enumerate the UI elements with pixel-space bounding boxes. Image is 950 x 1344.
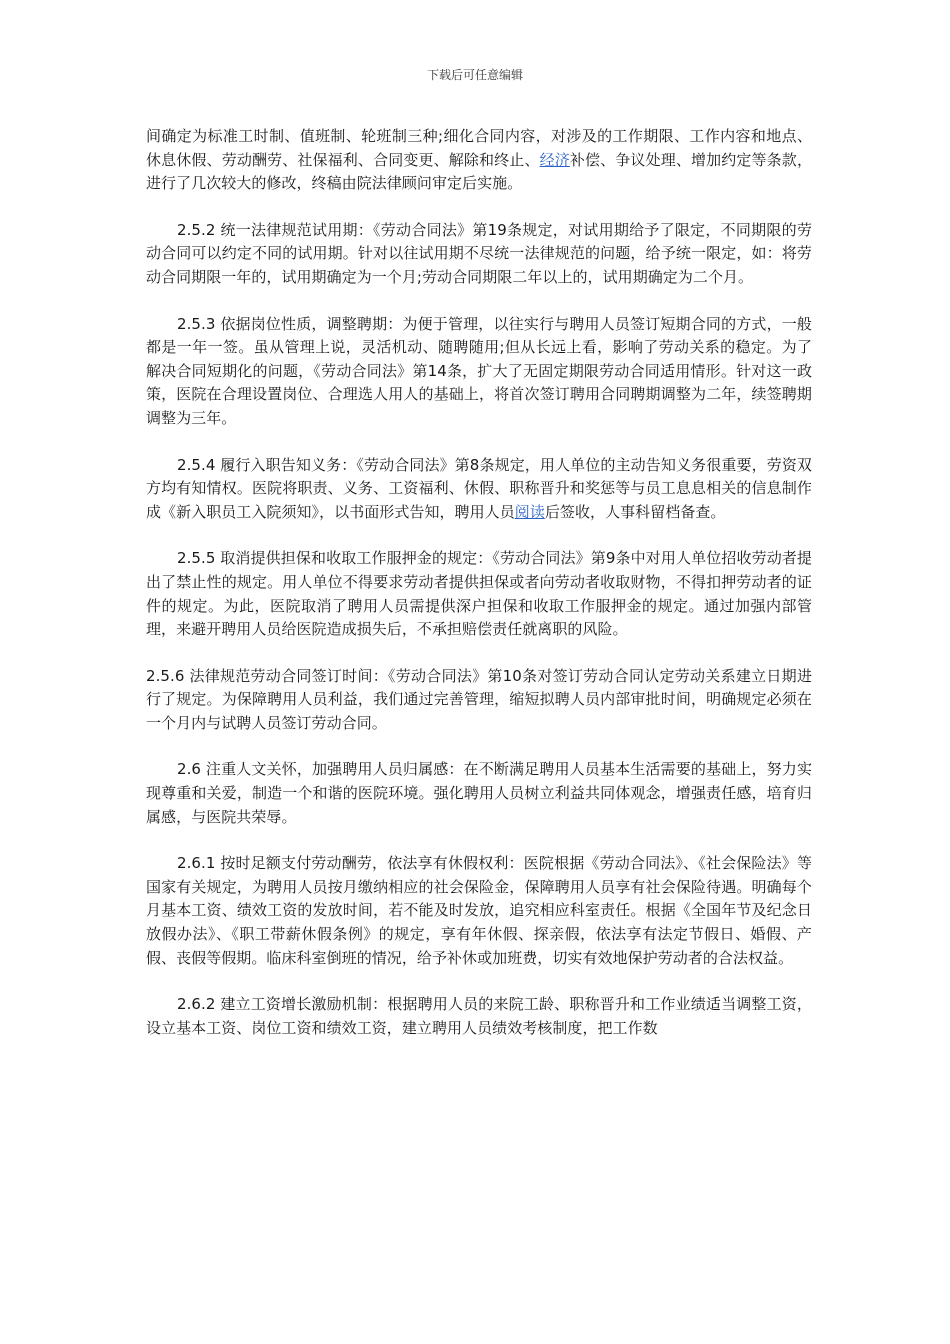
document-body [146,125,812,1063]
paragraph-text: 补偿、争议处理、增加约定等条款，进行了几次较大的修改，终稿由院法律顾问审定后实施。 [146,150,812,193]
paragraph-text: 后签收，人事科留档备查。 [544,502,726,521]
paragraph-2-6: 2.6 注重人文关怀，加强聘用人员归属感：在不断满足聘用人员基本生活需要的基础上，努力实现尊重和关爱，制造一个和谐的医院环境。强化聘用人员树立利益共同体观念，增强责任感，培育归属感，与医院共荣辱。 [146,760,812,826]
page-header: 下载后可任意编辑 [426,68,523,82]
paragraph-2-5-5: 2.5.5 取消提供担保和收取工作服押金的规定：《劳动合同法》第9条中对用人单位招收劳动者提出了禁止性的规定。用人单位不得要求劳动者提供担保或者向劳动者收取财物，不得扣押劳动者的证件的规定。为此，医院取消了聘用人员需提供深户担保和收取工作服押金的规定。通过加强内部管理，来避开聘用人员给医院造成损失后，不承担赔偿责任就离职的风险。 [146,549,812,639]
paragraph-2-5-6: 2.5.6 法律规范劳动合同签订时间：《劳动合同法》第10条对签订劳动合同认定劳动关系建立日期进行了规定。为保障聘用人员利益，我们通过完善管理，缩短拟聘人员内部审批时间，明确规定必须在一个月内与试聘人员签订劳动合同。 [146,666,812,732]
link-economy[interactable]: 经济 [539,150,570,169]
paragraph-2-6-2: 2.6.2 建立工资增长激励机制：根据聘用人员的来院工龄、职称晋升和工作业绩适当调整工资，设立基本工资、岗位工资和绩效工资，建立聘用人员绩效考核制度，把工作数 [146,995,812,1037]
paragraph-continuation [146,125,812,196]
paragraph-2-6-1: 2.6.1 按时足额支付劳动酬劳，依法享有休假权利：医院根据《劳动合同法》、《社会保险法》等国家有关规定，为聘用人员按月缴纳相应的社会保险金，保障聘用人员享有社会保险待遇。明确每个月基本工资、绩效工资的发放时间，若不能及时发放，追究相应科室责任。根据《全国年节及纪念日放假办法》、《职工带薪休假条例》的规定，享有年休假、探亲假，依法享有法定节假日、婚假、产假、丧假等假期。临床科室倒班的情况，给予补休或加班费，切实有效地保护劳动者的合法权益。 [146,854,812,967]
paragraph-text: 间确定为标准工时制、值班制、轮班制三种;细化合同内容，对涉及的工作期限、工作内容和地点、休息休假、劳动酬劳、社保福利、合同变更、解除和终止、 [146,127,812,169]
paragraph-2-5-3: 2.5.3 依据岗位性质，调整聘期：为便于管理，以往实行与聘用人员签订短期合同的方式，一般都是一年一签。虽从管理上说，灵活机动、随聘随用;但从长远上看，影响了劳动关系的稳定。为了解决合同短期化的问题，《劳动合同法》第14条，扩大了无固定期限劳动合同适用情形。针对这一政策，医院在合理设置岗位、合理选人用人的基础上，将首次签订聘用合同聘期调整为二年，续签聘期调整为三年。 [146,314,812,427]
paragraph-2-5-2: 2.5.2 统一法律规范试用期：《劳动合同法》第19条规定，对试用期给予了限定，不同期限的劳动合同可以约定不同的试用期。针对以往试用期不尽统一法律规范的问题，给予统一限定，如：将劳动合同期限一年的，试用期确定为一个月;劳动合同期限二年以上的，试用期确定为二个月。 [146,220,812,286]
link-read[interactable]: 阅读 [514,502,545,521]
paragraph-text: 2.5.4 履行入职告知义务：《劳动合同法》第8条规定，用人单位的主动告知义务很重要，劳资双方均有知情权。医院将职责、义务、工资福利、休假、职称晋升和奖惩等与员工息息相关的信息制作成《新入职员工入院须知》，以书面形式告知，聘用人员 [146,455,812,521]
paragraph-2-5-4 [146,454,812,525]
